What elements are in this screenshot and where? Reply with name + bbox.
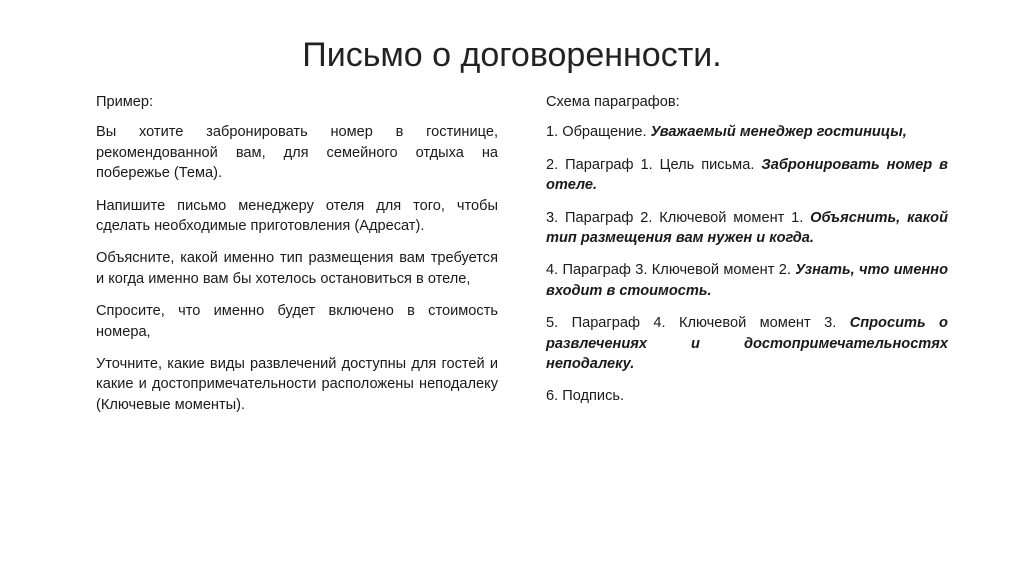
scheme-item-label: 2. Параграф 1. Цель письма. [546, 156, 762, 173]
scheme-item-label: 3. Параграф 2. Ключевой момент 1. [546, 209, 811, 226]
slide-title: Письмо о договоренности. [302, 36, 722, 74]
scheme-item-label: 5. Параграф 4. Ключевой момент 3. [546, 315, 850, 332]
example-column [96, 92, 498, 427]
scheme-item-emphasis: Узнать, что именно входит в стоимость. [546, 262, 948, 299]
scheme-item [546, 122, 948, 142]
example-paragraph: Напишите письмо менеджеру отеля для того, чтобы сделать необходимые приготовления (Адресат). [96, 197, 498, 235]
example-paragraph: Уточните, какие виды развлечений доступны для гостей и какие и достопримечательности расположены неподалеку (Ключевые моменты). [96, 356, 498, 413]
scheme-item-label: 1. Обращение. [546, 124, 651, 141]
scheme-item-emphasis: Уважаемый менеджер гостиницы, [650, 124, 907, 141]
scheme-item-label: 4. Параграф 3. Ключевой момент 2. [546, 262, 796, 279]
example-heading: Пример: [96, 94, 154, 110]
scheme-item-label: 6. Подпись. [546, 388, 625, 405]
example-paragraph: Вы хотите забронировать номер в гостинице, рекомендованной вам, для семейного отдыха на побережье (Тема). [96, 124, 498, 182]
scheme-item-emphasis: Забронировать номер в отеле. [546, 156, 948, 194]
example-paragraph: Спросите, что именно будет включено в стоимость номера, [96, 303, 498, 340]
scheme-item [546, 208, 948, 249]
scheme-column [546, 92, 948, 419]
scheme-item [546, 313, 948, 374]
scheme-item-emphasis: Объяснить, какой тип размещения вам нужен и когда. [546, 209, 948, 247]
scheme-item [546, 386, 948, 406]
scheme-item [546, 260, 948, 301]
scheme-item [546, 155, 948, 196]
example-paragraph: Объясните, какой именно тип размещения вам требуется и когда именно вам бы хотелось остановиться в отеле, [96, 250, 498, 287]
scheme-item-emphasis: Спросить о развлечениях и достопримечательностях неподалеку. [546, 315, 948, 373]
scheme-heading: Схема параграфов: [546, 94, 680, 110]
